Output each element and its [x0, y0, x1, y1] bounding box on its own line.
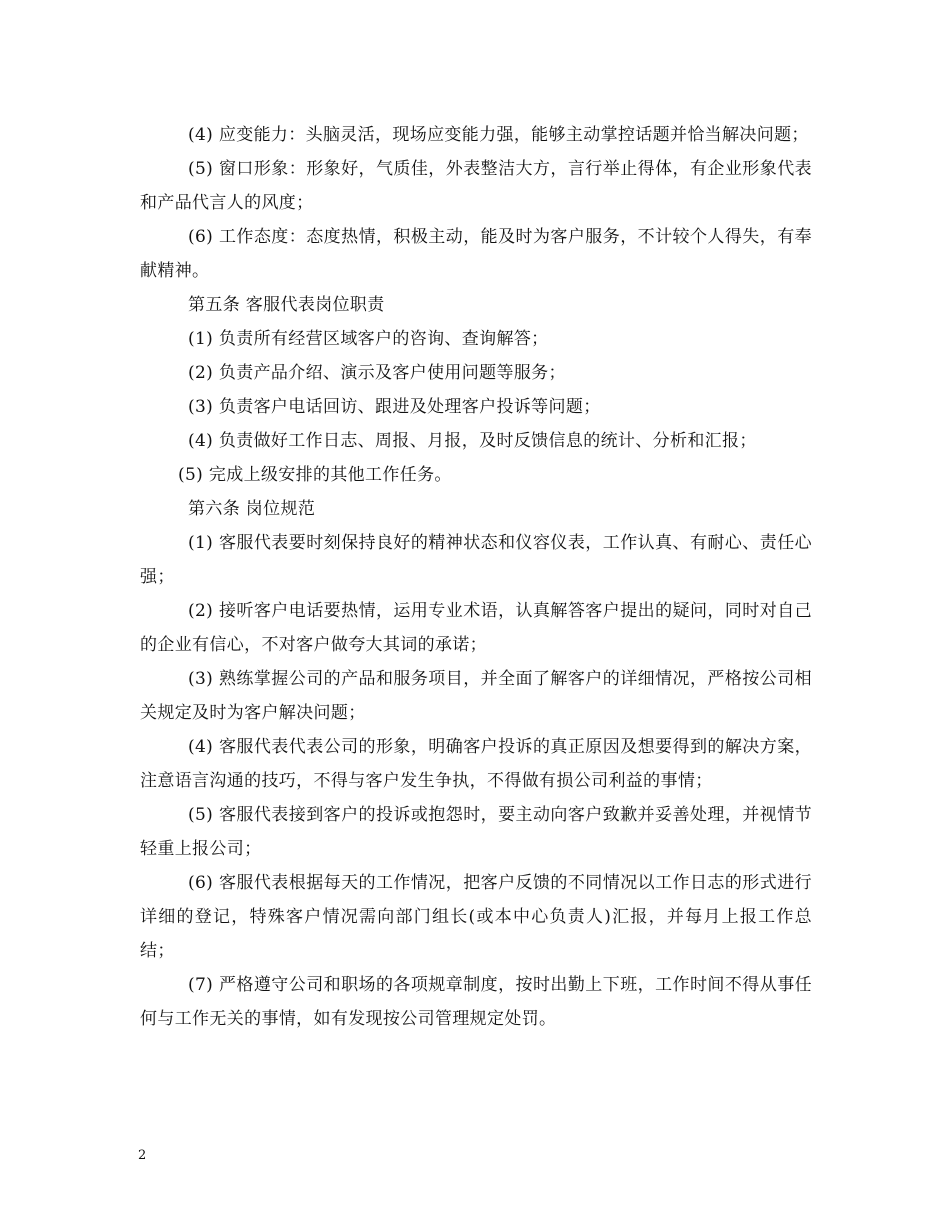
list-item-duty-2: (2) 负责产品介绍、演示及客户使用问题等服务；: [188, 363, 566, 383]
list-item-norm-6: (6) 客服代表根据每天的工作情况，把客户反馈的不同情况以工作日志的形式进行详细的登记，特殊客户情况需向部门组长(或本中心负责人)汇报，并每月上报工作总结；: [140, 873, 812, 961]
list-item-duty-3: (3) 负责客户电话回访、跟进及处理客户投诉等问题；: [188, 397, 601, 417]
paragraph-adaptability: (4) 应变能力：头脑灵活，现场应变能力强，能够主动掌控话题并恰当解决问题；: [188, 125, 809, 145]
list-item-norm-1: (1) 客服代表要时刻保持良好的精神状态和仪容仪表，工作认真、有耐心、责任心强；: [140, 533, 812, 587]
list-item-duty-4: (4) 负责做好工作日志、周报、月报，及时反馈信息的统计、分析和汇报；: [188, 431, 757, 451]
paragraph-work-attitude: (6) 工作态度：态度热情，积极主动，能及时为客户服务，不计较个人得失，有奉献精神。: [140, 227, 812, 281]
list-item-norm-5: (5) 客服代表接到客户的投诉或抱怨时，要主动向客户致歉并妥善处理，并视情节轻重上报公司；: [140, 805, 812, 859]
paragraph-window-image: (5) 窗口形象：形象好，气质佳，外表整洁大方，言行举止得体，有企业形象代表和产品代言人的风度；: [140, 159, 812, 213]
document-body: [140, 118, 812, 1036]
list-item-norm-7: (7) 严格遵守公司和职场的各项规章制度，按时出勤上下班，工作时间不得从事任何与工作无关的事情，如有发现按公司管理规定处罚。: [140, 975, 812, 1029]
list-item-duty-5: (5) 完成上级安排的其他工作任务。: [178, 465, 452, 485]
list-item-norm-2: (2) 接听客户电话要热情，运用专业术语，认真解答客户提出的疑问，同时对自己的企业有信心，不对客户做夸大其词的承诺；: [140, 601, 812, 655]
section-heading-article-5: 第五条 客服代表岗位职责: [188, 295, 385, 315]
list-item-duty-1: (1) 负责所有经营区域客户的咨询、查询解答；: [188, 329, 549, 349]
page-number: 2: [138, 1148, 147, 1163]
list-item-norm-3: (3) 熟练掌握公司的产品和服务项目，并全面了解客户的详细情况，严格按公司相关规定及时为客户解决问题；: [140, 669, 812, 723]
section-heading-article-6: 第六条 岗位规范: [188, 499, 316, 519]
list-item-norm-4: (4) 客服代表代表公司的形象，明确客户投诉的真正原因及想要得到的解决方案，注意语言沟通的技巧，不得与客户发生争执，不得做有损公司利益的事情；: [140, 737, 812, 791]
